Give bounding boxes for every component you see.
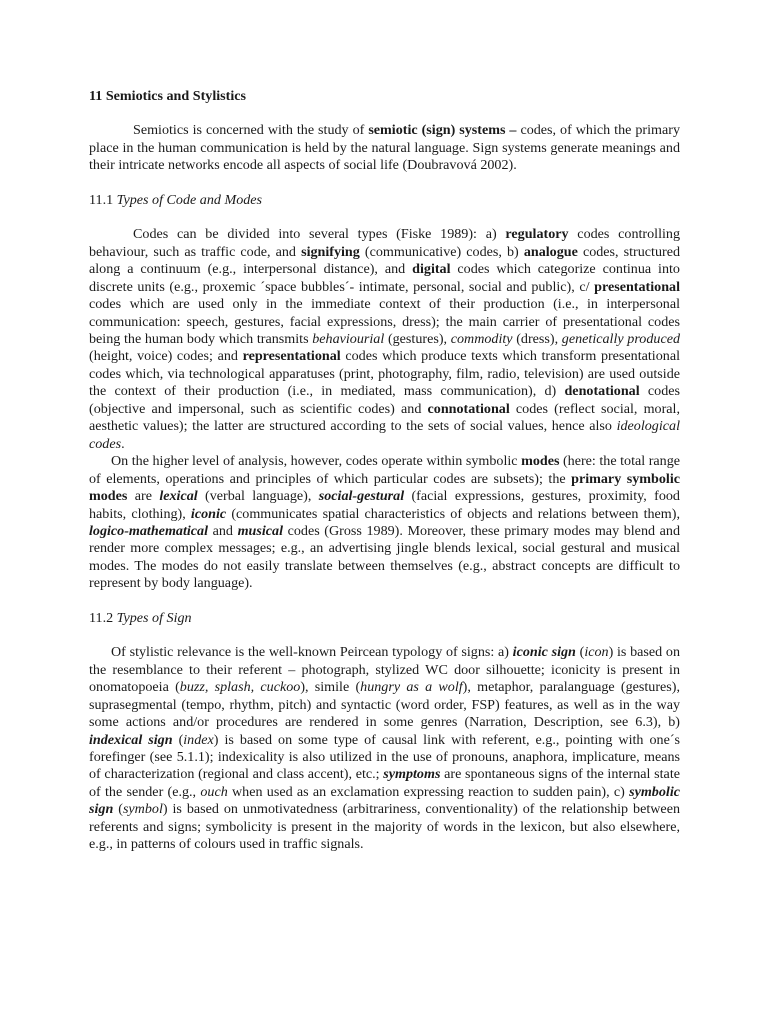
italic-text: hungry as a wolf — [360, 679, 463, 696]
bold-text — [319, 488, 404, 504]
section-number: 11.2 — [89, 609, 117, 626]
italic-text: logico-mathematical — [89, 522, 208, 539]
italic-text: buzz, splash, cuckoo — [179, 679, 301, 696]
section-title: Types of Sign — [116, 609, 192, 626]
italic-text: ouch — [200, 783, 228, 800]
bold-text: regulatory — [505, 226, 569, 243]
italic-text: index — [183, 731, 214, 748]
italic-text: icon — [584, 644, 609, 661]
italic-text: symptoms — [383, 766, 441, 783]
italic-text: social-gestural — [318, 488, 405, 505]
italic-text: iconic sign — [512, 644, 576, 661]
bold-text: presentational — [594, 278, 680, 295]
bold-text: semiotic (sign) systems – — [368, 122, 517, 139]
bold-text — [238, 523, 283, 539]
bold-text — [89, 732, 173, 748]
bold-text — [191, 506, 226, 522]
section-title: Types of Code and Modes — [116, 191, 263, 208]
bold-text: representational — [242, 348, 341, 365]
section-number: 11.1 — [89, 191, 117, 208]
bold-text — [513, 644, 576, 660]
signs-paragraph: Of stylistic relevance is the well-known Peircean typology of signs: a) iconic sign (icon) is based on the resemblance to their referent – photograph, stylized WC door silhouette; iconicity is present in onomatopoeia (buzz, splash, cuckoo), simile (hungry as a wolf), metaphor, paralanguage (gestures), suprasegmental (tempo, rhythm, pitch) and syntactic (word order, FSP) features, as well as in the way some actions and/or procedures are rendered in some genres (Narration, Description, see 6.3), b) indexical sign (index) is based on some type of causal link with referent, e.g., pointing with one´s forefinger (see 5.1.1); indexicality is also utilized in the use of pronouns, anaphora, implicature, means of characterization (regional and class accent), etc.; symptoms are spontaneous signs of the internal state of the sender (e.g., ouch when used as an exclamation expressing reaction to sudden pain), c) symbolic sign (symbol) is based on unmotivatedness (arbitrariness, conventionality) of the relationship between referents and signs; symbolicity is present in the majority of words in the lexicon, but also elsewhere, e.g., in patterns of colours used in traffic signals. — [89, 644, 681, 853]
bold-text: signifying — [301, 243, 360, 260]
section-heading-11-1 — [89, 192, 680, 209]
bold-text — [89, 784, 680, 817]
italic-text: ideological codes — [89, 418, 680, 452]
italic-text: musical — [237, 522, 283, 539]
bold-text — [159, 488, 197, 504]
document-page — [89, 88, 680, 854]
italic-text: symbol — [122, 801, 163, 818]
italic-text: behaviourial — [312, 330, 385, 347]
italic-text: iconic — [190, 505, 227, 522]
bold-text: connotational — [427, 400, 510, 417]
bold-text: digital — [412, 261, 451, 278]
italic-text: symbolic sign — [89, 783, 680, 818]
bold-text — [383, 766, 440, 782]
italic-text: indexical sign — [89, 731, 173, 748]
bold-text: modes — [521, 453, 560, 470]
bold-text: denotational — [564, 383, 640, 400]
bold-text: analogue — [523, 243, 578, 260]
chapter-title: 11 Semiotics and Stylistics — [89, 88, 246, 104]
modes-paragraph: On the higher level of analysis, however, codes operate within symbolic modes (here: the total range of elements, operations and principles of which particular codes are subsets); the primary symbolic modes are lexical (verbal language), social-gestural (facial expressions, gestures, proximity, food habits, clothing), iconic (communicates spatial characteristics of objects and relations between them), logico-mathematical and musical codes (Gross 1989). Moreover, these primary modes may blend and render more complex messages; e.g., an advertising jingle blends lexical, social gestural and musical modes. The modes do not easily translate between themselves (e.g., abstract concepts are difficult to represent by body language). — [89, 453, 680, 592]
italic-text: commodity — [450, 330, 513, 347]
codes-paragraph: Codes can be divided into several types (Fiske 1989): a) regulatory codes controlling behaviour, such as traffic code, and signifying (communicative) codes, b) analogue codes, structured along a continuum (e.g., interpersonal distance), and digital codes which categorize continua into discrete units (e.g., proxemic ´space bubbles´- intimate, personal, social and public), c/ presentational codes which are used only in the immediate context of their production (i.e., in interpersonal communication: speech, gestures, facial expressions, dress); the main carrier of presentational codes being the human body which transmits behaviourial (gestures), commodity (dress), genetically produced (height, voice) codes; and representational codes which produce texts which transform presentational codes which, via technological apparatuses (print, photography, film, radio, television) are used outside the context of their production (i.e., in mediated, mass communication), d) denotational codes (objective and impersonal, such as scientific codes) and connotational codes (reflect social, moral, aesthetic values); the latter are structured according to the sets of social values, hence also ideological codes. — [89, 226, 681, 452]
intro-paragraph: Semiotics is concerned with the study of semiotic (sign) systems – codes, of which the primary place in the human communication is held by the natural language. Sign systems generate meanings and their intricate networks encode all aspects of social life (Doubravová 2002). — [89, 122, 680, 174]
italic-text: genetically produced — [561, 330, 681, 347]
bold-text: primary symbolic modes — [89, 470, 680, 505]
italic-text: lexical — [159, 488, 198, 505]
bold-text — [89, 523, 208, 539]
section-heading-11-2 — [89, 610, 680, 627]
